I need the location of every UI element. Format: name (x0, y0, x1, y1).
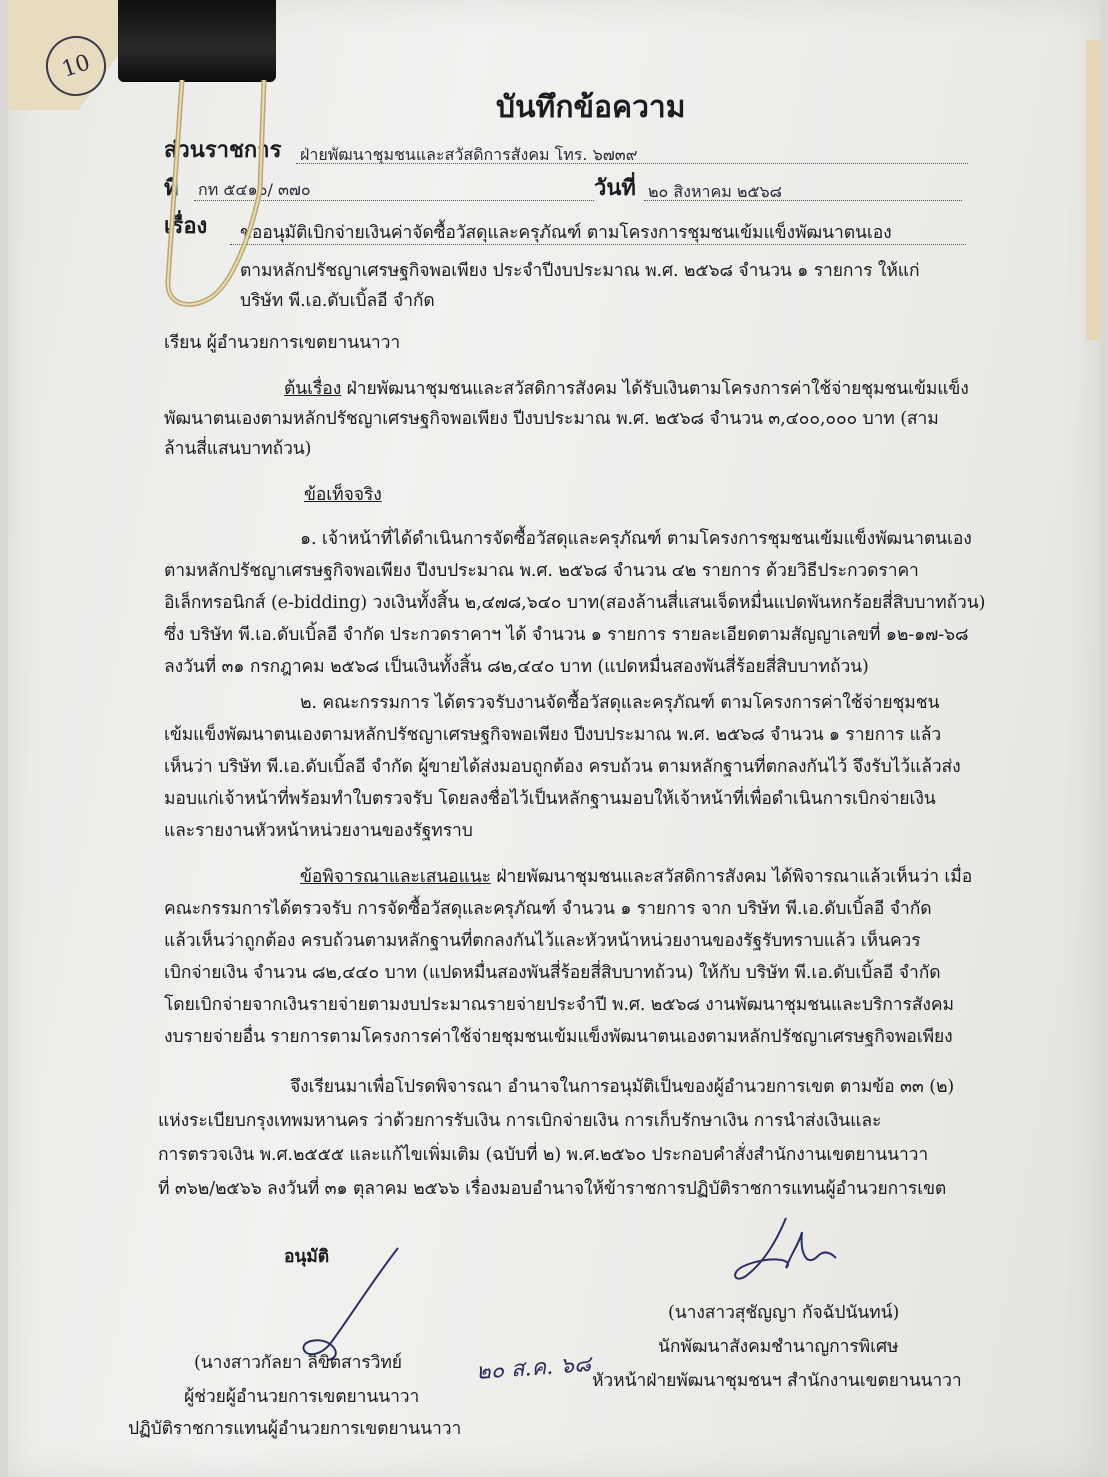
signer-signature (726, 1212, 846, 1292)
page-number-circle: 10 (38, 28, 114, 104)
approval-label: อนุมัติ (284, 1247, 329, 1267)
subject-line-3: บริษัท พี.เอ.ดับเบิ้ลอี จำกัด (240, 291, 435, 311)
subject-line-1: ขออนุมัติเบิกจ่ายเงินค่าจัดซื้อวัสดุและครุภัณฑ์ ตามโครงการชุมชนเข้มแข็งพัฒนาตนเอง (240, 223, 892, 243)
recommendation-line: งบรายจ่ายอื่น รายการตามโครงการค่าใช้จ่ายชุมชนเข้มแข็งพัฒนาตนเองตามหลักปรัชญาเศรษฐกิจพอเพียง (164, 1027, 953, 1047)
memo-title: บันทึกข้อความ (496, 90, 686, 125)
binder-clip (118, 0, 276, 82)
recommendation-line-1 (300, 862, 972, 890)
facts-line: ๑. เจ้าหน้าที่ได้ดำเนินการจัดซื้อวัสดุและครุภัณฑ์ ตามโครงการชุมชนเข้มแข็งพัฒนาตนเอง (300, 529, 972, 549)
to-line: เรียน ผู้อำนวยการเขตยานนาวา (164, 333, 401, 353)
background-heading: ต้นเรื่อง (284, 379, 342, 399)
closing-line: แห่งระเบียบกรุงเทพมหานคร ว่าด้วยการรับเงิน การเบิกจ่ายเงิน การเก็บรักษาเงิน การนำส่งเงินและ (158, 1111, 882, 1131)
facts-line: ลงวันที่ ๓๑ กรกฎาคม ๒๕๖๘ เป็นเงินทั้งสิ้น ๘๒,๔๔๐ บาท (แปดหมื่นสองพันสี่ร้อยสี่สิบบาทถ้วน) (164, 657, 869, 677)
subject-label: เรื่อง (164, 213, 208, 239)
date-value: ๒๐ สิงหาคม ๒๕๖๘ (648, 182, 782, 201)
folder-edge (1086, 40, 1100, 340)
approval-handwritten-date: ๒๐ ส.ค. ๖๘ (475, 1352, 592, 1385)
memo-sheet (8, 0, 1100, 1477)
background-line-1-text: ฝ่ายพัฒนาชุมชนและสวัสดิการสังคม ได้รับเงินตามโครงการค่าใช้จ่ายชุมชนเข้มแข็ง (341, 379, 969, 399)
agency-underline (296, 163, 968, 164)
background-line-2: พัฒนาตนเองตามหลักปรัชญาเศรษฐกิจพอเพียง ปีงบประมาณ พ.ศ. ๒๕๖๘ จำนวน ๓,๔๐๐,๐๐๐ บาท (สาม (164, 409, 939, 429)
signer-name: (นางสาวสุชัญญา กัจฉัปนันทน์) (668, 1303, 900, 1323)
ref-underline (194, 200, 594, 201)
facts-line: ๒. คณะกรรมการ ได้ตรวจรับงานจัดซื้อวัสดุและครุภัณฑ์ ตามโครงการค่าใช้จ่ายชุมชน (300, 693, 940, 713)
signer-position-1: นักพัฒนาสังคมชำนาญการพิเศษ (658, 1337, 899, 1357)
recommendation-line: โดยเบิกจ่ายจากเงินรายจ่ายตามงบประมาณรายจ่ายประจำปี พ.ศ. ๒๕๖๘ งานพัฒนาชุมชนและบริการสังคม (164, 995, 954, 1015)
facts-line: มอบแก่เจ้าหน้าที่พร้อมทำใบตรวจรับ โดยลงชื่อไว้เป็นหลักฐานมอบให้เจ้าหน้าที่เพื่อดำเนินการเบิกจ่ายเงิน (164, 789, 936, 809)
recommendation-line: เบิกจ่ายเงิน จำนวน ๘๒,๔๔๐ บาท (แปดหมื่นสองพันสี่ร้อยสี่สิบบาทถ้วน) ให้กับ บริษัท พี.เอ.ดับเบิ้ลอี จำกัด (164, 963, 941, 983)
ref-value: กท ๕๔๑๐/ ๓๗๐ (198, 180, 311, 199)
approval-position-1: ผู้ช่วยผู้อำนวยการเขตยานนาวา (184, 1387, 420, 1407)
facts-line: และรายงานหัวหน้าหน่วยงานของรัฐทราบ (164, 821, 473, 841)
subject-underline (230, 244, 966, 245)
ref-label: ที่ (164, 175, 179, 201)
agency-label: ส่วนราชการ (164, 137, 282, 163)
background-line-3: ล้านสี่แสนบาทถ้วน) (164, 439, 312, 459)
facts-line: ซึ่ง บริษัท พี.เอ.ดับเบิ้ลอี จำกัด ประกวดราคาฯ ได้ จำนวน ๑ รายการ รายละเอียดตามสัญญาเลขที่ ๑๒-๑๗-๖๘ (164, 625, 969, 645)
closing-line: การตรวจเงิน พ.ศ.๒๕๕๕ และแก้ไขเพิ่มเติม (ฉบับที่ ๒) พ.ศ.๒๕๖๐ ประกอบคำสั่งสำนักงานเขตยานนาวา (158, 1145, 929, 1165)
facts-line: เห็นว่า บริษัท พี.เอ.ดับเบิ้ลอี จำกัด ผู้ขายได้ส่งมอบถูกต้อง ครบถ้วน ตามหลักฐานที่ตกลงกันไว้ จึงรับไว้แล้วส่ง (164, 757, 961, 777)
recommendation-line: คณะกรรมการได้ตรวจรับ การจัดซื้อวัสดุและครุภัณฑ์ จำนวน ๑ รายการ จาก บริษัท พี.เอ.ดับเบิ้ลอี จำกัด (164, 899, 932, 919)
closing-line: ที่ ๓๖๒/๒๕๖๖ ลงวันที่ ๓๑ ตุลาคม ๒๕๖๖ เรื่องมอบอำนาจให้ข้าราชการปฏิบัติราชการแทนผู้อำนวยการเขต (158, 1179, 947, 1199)
recommendation-line: แล้วเห็นว่าถูกต้อง ครบถ้วนตามหลักฐานที่ตกลงกันไว้และหัวหน้าหน่วยงานของรัฐรับทราบแล้ว เห็นควร (164, 931, 921, 951)
subject-line-2: ตามหลักปรัชญาเศรษฐกิจพอเพียง ประจำปีงบประมาณ พ.ศ. ๒๕๖๘ จำนวน ๑ รายการ ให้แก่ (240, 261, 920, 281)
recommendation-line-1-text: ฝ่ายพัฒนาชุมชนและสวัสดิการสังคม ได้พิจารณาแล้วเห็นว่า เมื่อ (490, 867, 973, 887)
closing-line: จึงเรียนมาเพื่อโปรดพิจารณา อำนาจในการอนุมัติเป็นของผู้อำนวยการเขต ตามข้อ ๓๓ (๒) (290, 1077, 955, 1097)
signer-position-2: หัวหน้าฝ่ายพัฒนาชุมชนฯ สำนักงานเขตยานนาวา (592, 1371, 962, 1391)
recommendation-heading: ข้อพิจารณาและเสนอแนะ (300, 867, 491, 887)
approval-position-2: ปฏิบัติราชการแทนผู้อำนวยการเขตยานนาวา (128, 1419, 462, 1439)
background-line-1 (284, 374, 969, 402)
date-label: วันที่ (594, 175, 636, 201)
facts-line: อิเล็กทรอนิกส์ (e-bidding) วงเงินทั้งสิ้น ๒,๔๗๘,๖๔๐ บาท(สองล้านสี่แสนเจ็ดหมื่นแปดพันหกร้อยสี่สิบบาทถ้วน) (164, 593, 986, 613)
date-underline (644, 200, 962, 201)
facts-heading: ข้อเท็จจริง (304, 485, 382, 505)
approval-name: (นางสาวกัลยา ลิขิตสารวิทย์ (194, 1353, 402, 1373)
facts-line: เข้มแข็งพัฒนาตนเองตามหลักปรัชญาเศรษฐกิจพอเพียง ปีงบประมาณ พ.ศ. ๒๕๖๘ จำนวน ๑ รายการ แล้ว (164, 725, 942, 745)
agency-value: ฝ่ายพัฒนาชุมชนและสวัสดิการสังคม โทร. ๖๗๓๙ (300, 145, 638, 164)
facts-line: ตามหลักปรัชญาเศรษฐกิจพอเพียง ปีงบประมาณ พ.ศ. ๒๕๖๘ จำนวน ๔๒ รายการ ด้วยวิธีประกวดราคา (164, 561, 919, 581)
